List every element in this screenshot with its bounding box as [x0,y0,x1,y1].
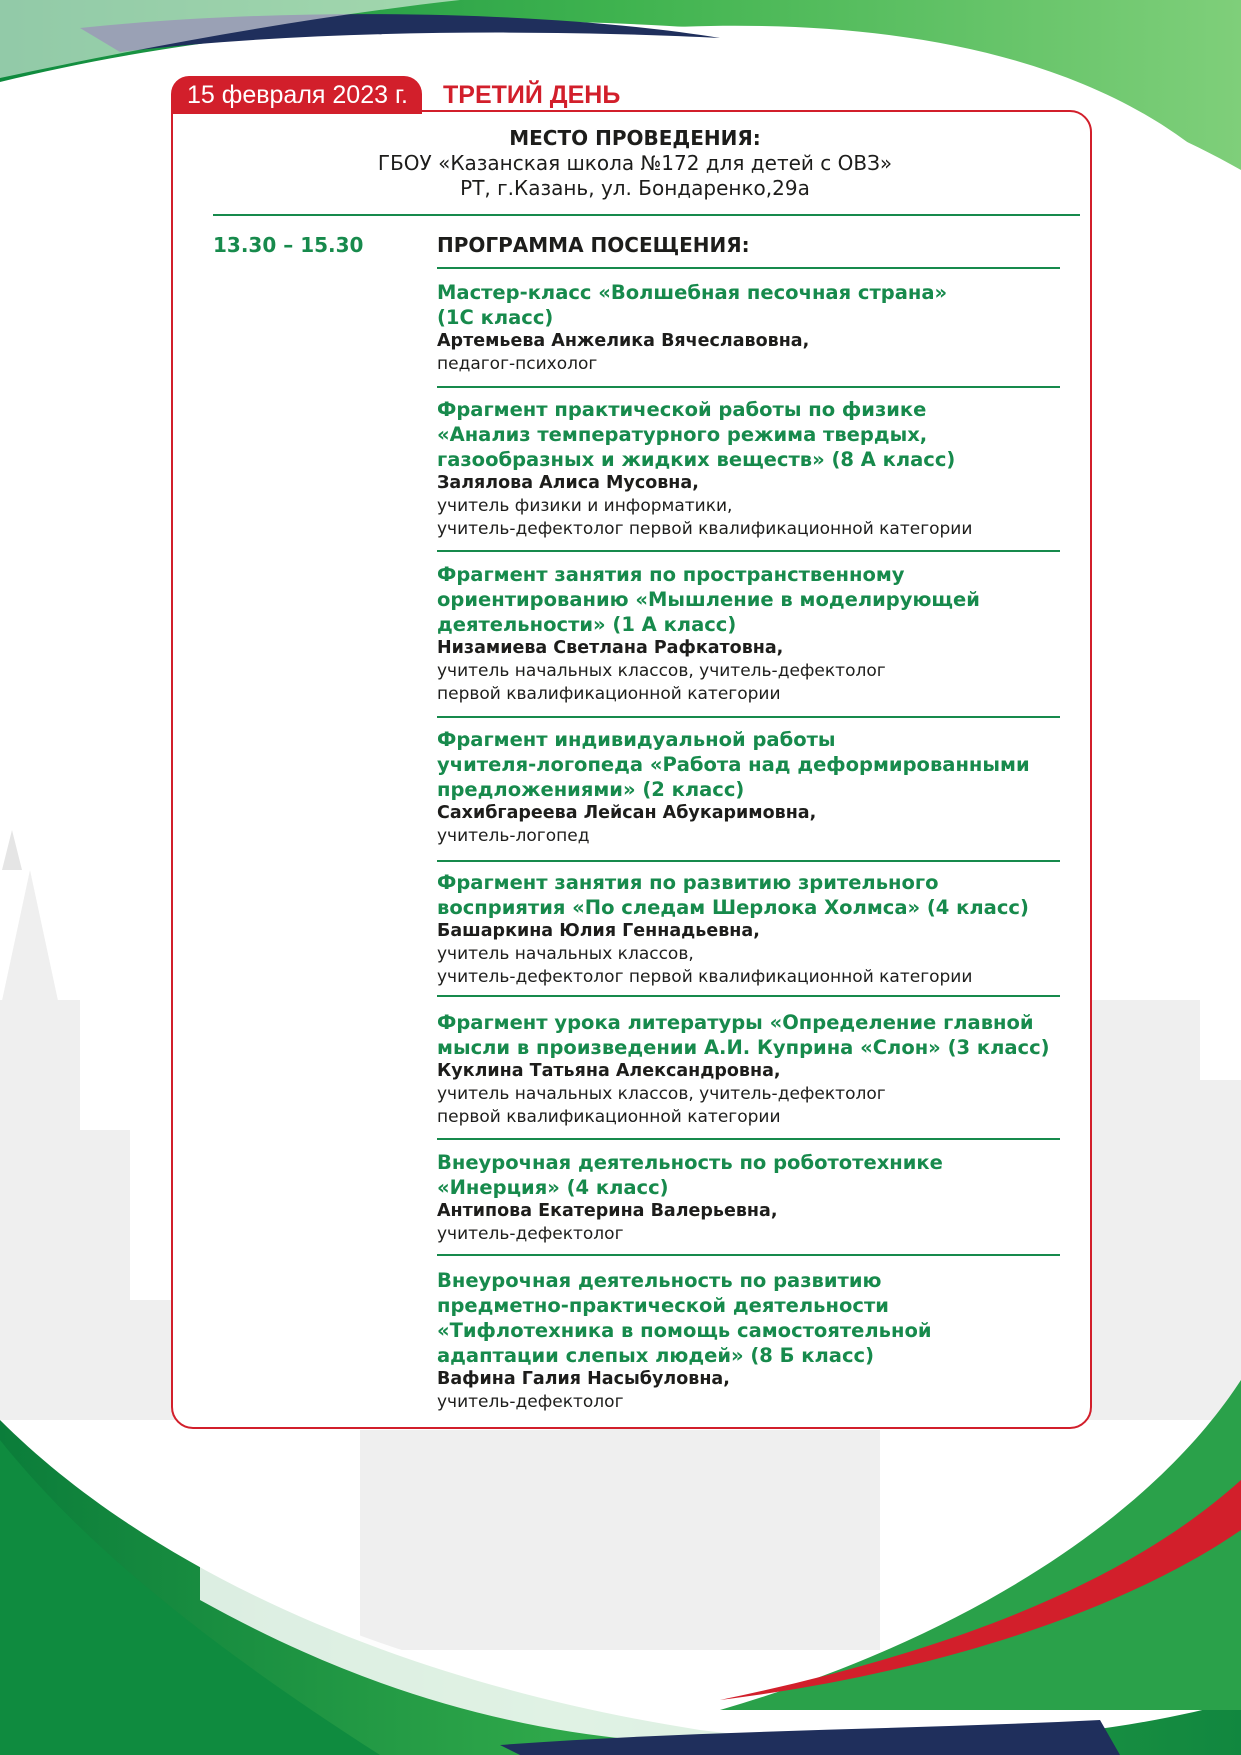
entry-title: Фрагмент индивидуальной работы учителя-логопеда «Работа над деформированными предложениями» (2 класс) [437,728,1030,801]
entry-presenter: Сахибгареева Лейсан Абукаримовна, [437,803,817,823]
entry-presenter: Вафина Галия Насыбуловна, [437,1369,730,1389]
day-title: ТРЕТИЙ ДЕНЬ [443,81,621,109]
venue-name: ГБОУ «Казанская школа №172 для детей с ОВЗ» [377,151,893,175]
program-entry [437,1268,1077,1414]
program-title: ПРОГРАММА ПОСЕЩЕНИЯ: [437,233,750,257]
program-entry [437,727,1077,848]
entry-role: педагог-психолог [437,354,598,374]
entry-divider [437,267,1060,269]
entry-presenter: Антипова Екатерина Валерьевна, [437,1201,778,1221]
entry-title: Фрагмент практической работы по физике «Анализ температурного режима твердых, газообразных и жидких веществ» (8 А класс) [437,398,956,471]
entry-divider [437,1138,1060,1140]
entry-title: Внеурочная деятельность по робототехнике «Инерция» (4 класс) [437,1151,943,1199]
venue-block [212,126,1058,201]
entry-presenter: Куклина Татьяна Александровна, [437,1061,781,1081]
entry-role: учитель начальных классов, учитель-дефектолог первой квалификационной категории [437,661,886,704]
entry-role: учитель-логопед [437,826,590,846]
entry-title: Внеурочная деятельность по развитию предметно-практической деятельности «Тифлотехника в помощь самостоятельной адаптации слепых людей» (8 Б класс) [437,1269,932,1367]
entry-presenter: Низамиева Светлана Рафкатовна, [437,638,784,658]
entry-role: учитель-дефектолог [437,1392,624,1412]
entry-role: учитель начальных классов, учитель-дефектолог первой квалификационной категории [437,944,973,987]
entry-divider [437,995,1060,997]
date-tab: 15 февраля 2023 г. [171,76,422,114]
program-entry [437,397,1077,540]
program-entry [437,1010,1077,1128]
venue-address: РТ, г.Казань, ул. Бондаренко,29а [460,176,810,200]
entry-role: учитель начальных классов, учитель-дефектолог первой квалификационной категории [437,1084,886,1127]
entry-presenter: Артемьева Анжелика Вячеславовна, [437,331,810,351]
entry-role: учитель физики и информатики, учитель-дефектолог первой квалификационной категории [437,496,973,539]
program-entry [437,1150,1077,1246]
entry-title: Фрагмент занятия по пространственному ориентированию «Мышление в моделирующей деятельности» (1 А класс) [437,563,980,636]
entry-divider [437,386,1060,388]
entry-divider [437,716,1060,718]
entry-title: Фрагмент урока литературы «Определение главной мысли в произведении А.И. Куприна «Слон» (3 класс) [437,1011,1050,1059]
entry-presenter: Залялова Алиса Мусовна, [437,473,699,493]
entry-divider [437,1254,1060,1256]
entry-divider [437,550,1060,552]
entry-role: учитель-дефектолог [437,1224,624,1244]
program-entry [437,280,1077,376]
venue-heading: МЕСТО ПРОВЕДЕНИЯ: [509,126,761,150]
entry-title: Фрагмент занятия по развитию зрительного восприятия «По следам Шерлока Холмса» (4 класс) [437,871,1029,919]
entry-divider [437,860,1060,862]
entry-presenter: Башаркина Юлия Геннадьевна, [437,921,760,941]
venue-divider [213,214,1080,216]
entry-title: Мастер-класс «Волшебная песочная страна» (1С класс) [437,281,948,329]
program-entry [437,870,1077,988]
time-range: 13.30 – 15.30 [213,233,364,257]
program-entry [437,562,1077,705]
